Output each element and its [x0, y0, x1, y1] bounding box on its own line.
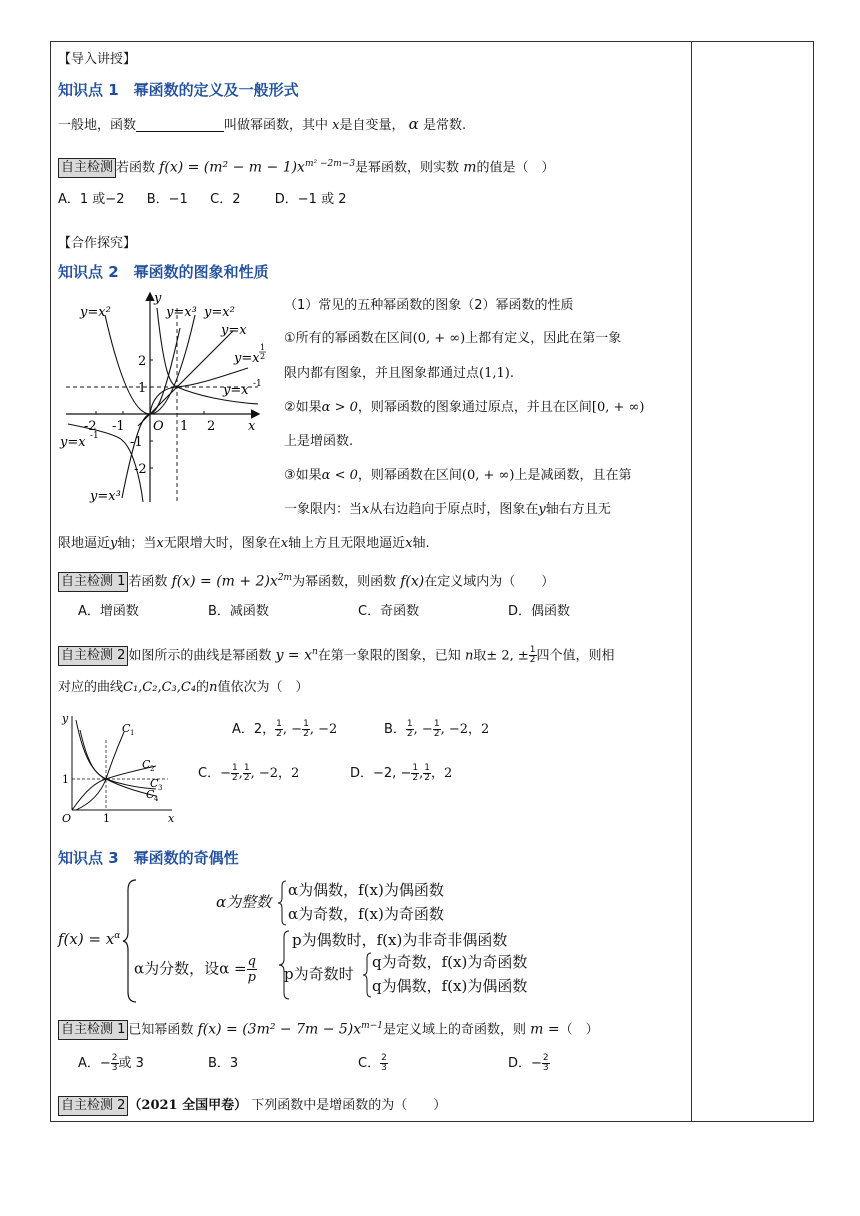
kp1-check: 自主检测 若函数 $f(x) = (m^2 - m - 1)x^{m^2 -2m-3}$是幂函数，则实数 m的值是（ ） — [58, 154, 555, 178]
svg-text:y=x³: y=x³ — [90, 489, 121, 504]
kp2-check1-option-d[interactable]: D．偶函数 — [508, 604, 571, 619]
kp2-check2-option-c[interactable]: C．− $\frac{1}{2}$ , $\frac{1}{2}$ , −2，2 — [198, 763, 300, 783]
q-even: q为偶数，f(x)为偶函数 — [372, 977, 528, 995]
svg-text:y=x: y=x — [221, 323, 247, 338]
p-odd-brace — [362, 952, 372, 998]
svg-text:4: 4 — [154, 795, 159, 803]
p-even: p为偶数时，f(x)为非奇非偶函数 — [292, 931, 508, 949]
q-odd: q为奇数，f(x)为奇函数 — [372, 953, 528, 971]
integer-brace — [277, 880, 287, 926]
svg-text:x: x — [248, 419, 256, 434]
svg-text:-1: -1 — [253, 379, 262, 389]
kp3-check1-option-b[interactable]: B．3 — [208, 1056, 239, 1071]
svg-text:-1: -1 — [112, 419, 125, 434]
self-check-badge: 自主检测 2 — [58, 1096, 128, 1116]
svg-text:-1: -1 — [90, 431, 99, 441]
property-1-line2: 限内都有图象，并且图象都通过点(1,1). — [284, 366, 514, 381]
svg-text:y=x: y=x — [223, 383, 249, 398]
option-b[interactable]: B．−1 — [146, 192, 188, 207]
kp2-title: 知识点 2 幂函数的图象和性质 — [58, 263, 269, 281]
self-check-badge: 自主检测 — [58, 158, 116, 178]
svg-text:2: 2 — [150, 765, 155, 773]
svg-text:1: 1 — [180, 419, 189, 434]
coop-heading: 【合作探究】 — [58, 236, 137, 251]
svg-text:x: x — [168, 812, 175, 824]
svg-text:C: C — [142, 758, 151, 771]
svg-text:2: 2 — [138, 354, 147, 369]
p-odd: p为奇数时 — [284, 965, 354, 983]
kp1-options — [58, 190, 346, 210]
svg-text:y=x: y=x — [234, 351, 260, 366]
curve-x — [138, 331, 233, 426]
parity-lhs: $f(x) = x^\alpha$ — [58, 930, 121, 948]
svg-text:y=x²: y=x² — [204, 305, 235, 320]
svg-text:2: 2 — [207, 419, 216, 434]
kp2-check1-option-b[interactable]: B．减函数 — [208, 604, 269, 619]
svg-text:-2: -2 — [134, 462, 147, 477]
svg-text:1: 1 — [130, 729, 135, 737]
integer-even: α为偶数，f(x)为偶函数 — [288, 881, 444, 899]
column-divider — [691, 41, 692, 1122]
integer-odd: α为奇数，f(x)为奇函数 — [288, 905, 444, 923]
properties-heading: （1）常见的五种幂函数的图象（2）幂函数的性质 — [284, 298, 574, 313]
option-a[interactable]: A．1 或−2 — [58, 192, 125, 207]
fraction-case: α为分数，设α = $\frac{q}{p}$ — [134, 954, 256, 985]
intro-heading: 【导入讲授】 — [58, 52, 137, 67]
property-3-line1: ③如果α < 0，则幂函数在区间(0, + ∞)上是减函数，且在第 — [284, 468, 632, 483]
kp2-check1-option-c[interactable]: C．奇函数 — [358, 604, 420, 619]
svg-text:1: 1 — [138, 381, 147, 396]
kp2-check2-option-a[interactable]: A．2， $\frac{1}{2}$ , − $\frac{1}{2}$ , −2 — [232, 719, 338, 739]
kp2-check2-line2: 对应的曲线C₁,C₂,C₃,C₄的n值依次为（ ） — [58, 680, 309, 695]
kp2-check1-option-a[interactable]: A．增函数 — [78, 604, 139, 619]
svg-text:3: 3 — [158, 784, 163, 792]
property-2-line1: ②如果α > 0，则幂函数的图象通过原点，并且在区间[0, + ∞) — [284, 400, 645, 415]
answer-blank[interactable] — [136, 117, 224, 132]
svg-text:y=x²: y=x² — [80, 305, 111, 320]
kp2-check2-option-d[interactable]: D．−2, − $\frac{1}{2}$ , $\frac{1}{2}$ ，2 — [350, 763, 453, 783]
kp2-check1: 自主检测 1 若函数 $f(x) = (m + 2)x^{2m}$为幂函数，则函数 f(x)在定义域内为（ ） — [58, 568, 554, 592]
property-3-line2: 一象限内：当x从右边趋向于原点时，图象在y轴右方且无 — [284, 502, 611, 517]
power-functions-graph — [58, 288, 270, 510]
self-check-badge: 自主检测 1 — [58, 572, 128, 592]
svg-text:-1: -1 — [130, 435, 143, 450]
svg-text:y=x³: y=x³ — [166, 305, 197, 320]
kp3-title: 知识点 3 幂函数的奇偶性 — [58, 849, 239, 867]
property-2-line2: 上是增函数. — [284, 434, 354, 449]
svg-text:2: 2 — [260, 352, 266, 361]
kp3-check1-option-c[interactable]: C． $\frac{2}{3}$ — [358, 1053, 387, 1073]
kp3-check1-option-a[interactable]: A．− $\frac{2}{3}$ 或 3 — [78, 1053, 144, 1073]
svg-text:1: 1 — [260, 343, 266, 352]
svg-text:1: 1 — [103, 812, 110, 824]
svg-text:C: C — [146, 788, 155, 801]
integer-case: α为整数 — [216, 893, 272, 911]
self-check-badge: 自主检测 2 — [58, 646, 128, 666]
svg-text:O: O — [62, 812, 72, 824]
option-c[interactable]: C．2 — [210, 192, 241, 207]
kp3-check2: 自主检测 2 （2021 全国甲卷） 下列函数中是增函数的为（ ） — [58, 1096, 446, 1116]
svg-text:y: y — [154, 291, 162, 306]
kp1-title: 知识点 1 幂函数的定义及一般形式 — [58, 81, 299, 99]
kp3-check1-option-d[interactable]: D．− $\frac{2}{3}$ — [508, 1053, 549, 1073]
svg-text:-2: -2 — [84, 419, 97, 434]
kp2-check2-line1: 自主检测 2 如图所示的曲线是幂函数 $y = x^n$在第一象限的图象，已知 n取± 2, ± $\frac{1}{2}$ 四个值，则相 — [58, 642, 615, 666]
svg-text:1: 1 — [62, 773, 69, 786]
big-brace — [122, 878, 138, 1004]
svg-text:C: C — [122, 722, 131, 735]
property-1-line1: ①所有的幂函数在区间(0, + ∞)上都有定义，因此在第一象 — [284, 331, 622, 346]
option-d[interactable]: D．−1 或 2 — [274, 192, 347, 207]
kp3-check1: 自主检测 1 已知幂函数 $f(x) = (3m^2 - 7m - 5)x^{m-1}$是定义域上的奇函数，则 m =（ ） — [58, 1016, 599, 1040]
self-check-badge: 自主检测 1 — [58, 1020, 128, 1040]
kp2-check2-option-b[interactable]: B． $\frac{1}{2}$ , − $\frac{1}{2}$ , −2，2 — [384, 719, 490, 739]
kp1-definition: 一般地，函数 叫做幂函数，其中 x是自变量， α 是常数. — [58, 115, 467, 133]
svg-text:O: O — [153, 419, 164, 434]
first-quadrant-graph — [58, 710, 178, 824]
svg-text:y=x: y=x — [60, 435, 86, 450]
property-3-line3: 限地逼近y轴；当x无限增大时，图象在x轴上方且无限地逼近x轴. — [58, 536, 430, 551]
svg-text:C: C — [150, 777, 159, 790]
svg-text:y: y — [62, 712, 69, 725]
